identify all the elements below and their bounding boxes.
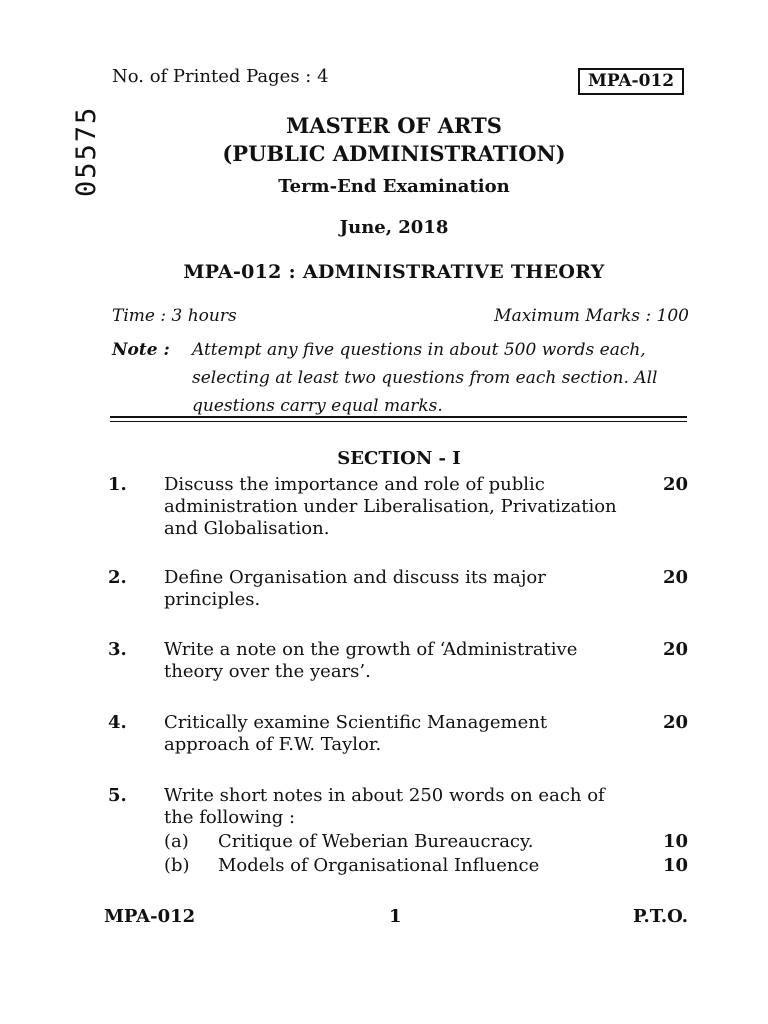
question-number: 1.	[108, 474, 127, 495]
pto-marker: P.T.O.	[632, 906, 688, 927]
time-allowed: Time : 3 hours	[112, 306, 237, 326]
degree-line-2: (PUBLIC ADMINISTRATION)	[222, 141, 566, 166]
subpart-item	[164, 855, 688, 879]
section-heading: SECTION - I	[337, 448, 461, 469]
question-marks: 20	[662, 639, 688, 660]
subpart-text: Models of Organisational Influence	[218, 855, 540, 876]
page-number: 1	[389, 906, 402, 927]
subparts-list	[164, 831, 688, 879]
subpart-marks: 10	[662, 855, 688, 876]
note-text: Attempt any five questions in about 500 words each, selecting at least two questions from each section. All questions carry equal marks.	[192, 340, 658, 416]
degree-line-1: MASTER OF ARTS	[286, 113, 502, 138]
serial-number: 05575	[71, 105, 102, 197]
question-text: Define Organisation and discuss its major principles.	[164, 567, 546, 610]
exam-type: Term-End Examination	[278, 176, 510, 197]
question-number: 3.	[108, 639, 127, 660]
divider-thick	[110, 416, 687, 418]
instructions-note	[112, 336, 689, 420]
question-item	[108, 567, 688, 611]
subpart-label: (a)	[164, 831, 189, 852]
note-label: Note :	[112, 340, 170, 360]
question-marks: 20	[662, 567, 688, 588]
course-title: MPA-012 : ADMINISTRATIVE THEORY	[183, 261, 605, 283]
question-text: Write a note on the growth of ‘Administrative theory over the years’.	[164, 639, 578, 682]
question-marks: 20	[662, 474, 688, 495]
question-text: Discuss the importance and role of public administration under Liberalisation, Privatization and Globalisation.	[164, 474, 617, 539]
exam-meta	[112, 306, 689, 326]
subpart-marks: 10	[662, 831, 688, 852]
question-number: 2.	[108, 567, 127, 588]
subpart-item	[164, 831, 688, 855]
course-code-box: MPA-012	[578, 68, 684, 95]
exam-date: June, 2018	[339, 217, 449, 238]
question-item	[108, 639, 688, 683]
maximum-marks: Maximum Marks : 100	[494, 306, 689, 326]
printed-pages-count: No. of Printed Pages : 4	[112, 66, 329, 87]
degree-title	[0, 112, 768, 168]
question-item	[108, 785, 688, 879]
divider-thin	[110, 421, 687, 422]
question-number: 4.	[108, 712, 127, 733]
question-item	[108, 474, 688, 540]
question-item	[108, 712, 688, 756]
subpart-label: (b)	[164, 855, 190, 876]
question-marks: 20	[662, 712, 688, 733]
subpart-text: Critique of Weberian Bureaucracy.	[218, 831, 534, 852]
question-text: Critically examine Scientific Management approach of F.W. Taylor.	[164, 712, 548, 755]
question-number: 5.	[108, 785, 127, 806]
question-text: Write short notes in about 250 words on each of the following :	[164, 785, 605, 828]
footer-course-code: MPA-012	[104, 906, 196, 927]
